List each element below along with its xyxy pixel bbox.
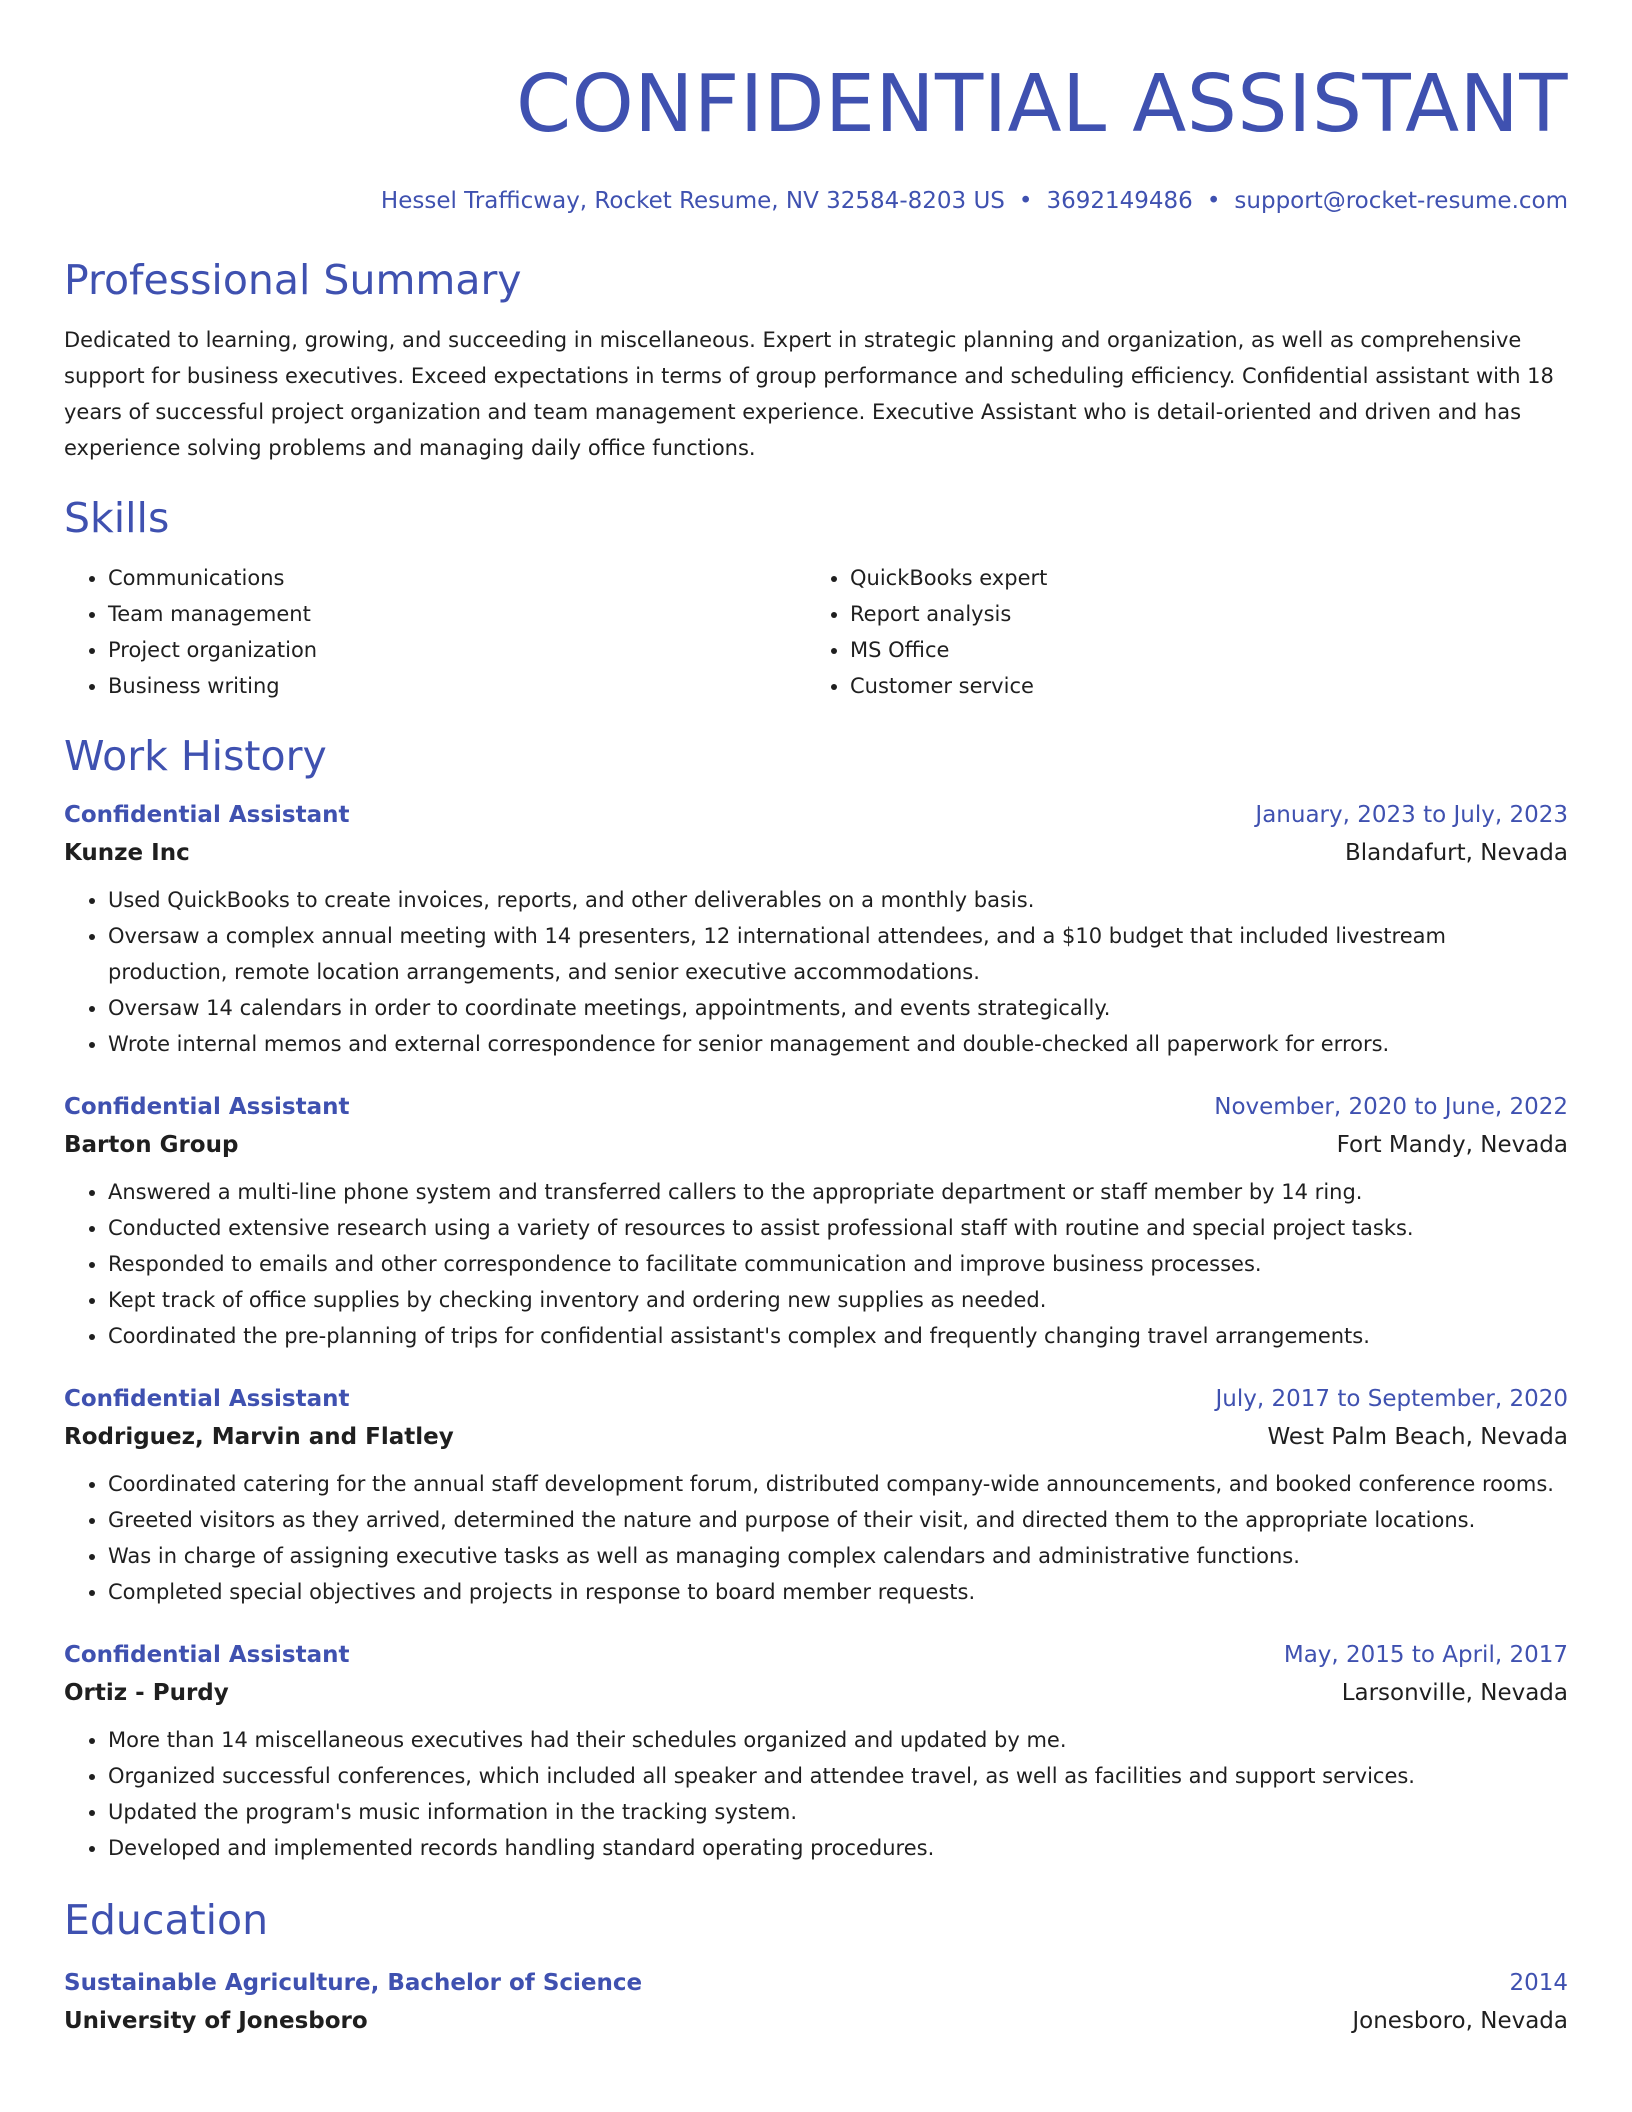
skill-item: • Project organization xyxy=(108,632,806,668)
school-location: Jonesboro, Nevada xyxy=(1352,2008,1568,2034)
job-bullet: • Responded to emails and other correspondence to facilitate communication and improve business processes. xyxy=(108,1246,1568,1282)
job-bullet: • Developed and implemented records handling standard operating procedures. xyxy=(108,1830,1568,1866)
job-title: Confidential Assistant xyxy=(64,1094,350,1120)
contact-separator: • xyxy=(1206,188,1221,214)
skill-item: • Business writing xyxy=(108,668,806,704)
job-entry xyxy=(64,1640,1568,1866)
work-history-heading: Work History xyxy=(64,732,327,780)
job-entry xyxy=(64,1092,1568,1354)
job-bullet: • Used QuickBooks to create invoices, reports, and other deliverables on a monthly basis. xyxy=(108,882,1568,918)
job-dates: July, 2017 to September, 2020 xyxy=(1215,1386,1568,1412)
skill-item: • Communications xyxy=(108,560,806,596)
job-header xyxy=(64,1640,1568,1670)
job-bullet: • Wrote internal memos and external correspondence for senior management and double-checked all paperwork for errors. xyxy=(108,1026,1568,1062)
skill-item: • Report analysis xyxy=(850,596,1548,632)
skill-item: • QuickBooks expert xyxy=(850,560,1548,596)
job-location: Blandafurt, Nevada xyxy=(1344,840,1568,866)
degree-title: Sustainable Agriculture, Bachelor of Science xyxy=(64,1970,643,1996)
skills-heading: Skills xyxy=(64,494,170,542)
skills-column-right xyxy=(806,560,1548,704)
job-bullet: • Updated the program's music information in the tracking system. xyxy=(108,1794,1568,1830)
job-location: Larsonville, Nevada xyxy=(1341,1680,1568,1706)
job-header xyxy=(64,1384,1568,1414)
job-bullets xyxy=(64,1174,1568,1354)
job-company: Ortiz - Purdy xyxy=(64,1680,229,1706)
job-bullet: • Oversaw a complex annual meeting with 14 presenters, 12 international attendees, and a $10 budget that included livestream production, remote location arrangements, and senior executive accommodations. xyxy=(108,918,1568,990)
job-bullet: • More than 14 miscellaneous executives had their schedules organized and updated by me. xyxy=(108,1722,1568,1758)
job-bullet: • Greeted visitors as they arrived, determined the nature and purpose of their visit, and directed them to the appropriate locations. xyxy=(108,1502,1568,1538)
job-bullet: • Coordinated catering for the annual staff development forum, distributed company-wide announcements, and booked conference rooms. xyxy=(108,1466,1568,1502)
job-subheader xyxy=(64,838,1568,868)
job-entry xyxy=(64,1384,1568,1610)
education-heading: Education xyxy=(64,1896,269,1944)
job-bullet: • Coordinated the pre-planning of trips for confidential assistant's complex and frequently changing travel arrangements. xyxy=(108,1318,1568,1354)
job-bullet: • Kept track of office supplies by checking inventory and ordering new supplies as needed. xyxy=(108,1282,1568,1318)
education-subheader xyxy=(64,2006,1568,2036)
skill-item: • Customer service xyxy=(850,668,1548,704)
job-bullet: • Organized successful conferences, which included all speaker and attendee travel, as well as facilities and support services. xyxy=(108,1758,1568,1794)
job-subheader xyxy=(64,1130,1568,1160)
job-subheader xyxy=(64,1678,1568,1708)
job-dates: January, 2023 to July, 2023 xyxy=(1255,802,1568,828)
job-bullet: • Conducted extensive research using a variety of resources to assist professional staff with routine and special project tasks. xyxy=(108,1210,1568,1246)
education-entry xyxy=(64,1968,1568,2036)
contact-separator: • xyxy=(1018,188,1033,214)
job-header xyxy=(64,800,1568,830)
skills-list xyxy=(64,560,1568,704)
contact-line xyxy=(64,186,1568,216)
skills-column-left xyxy=(64,560,806,704)
job-title: Confidential Assistant xyxy=(64,1642,350,1668)
job-bullets xyxy=(64,882,1568,1062)
school-name: University of Jonesboro xyxy=(64,2008,368,2034)
job-company: Kunze Inc xyxy=(64,840,190,866)
address-text: Hessel Trafficway, Rocket Resume, NV 32584-8203 US xyxy=(380,188,1005,214)
graduation-year: 2014 xyxy=(1509,1970,1568,1996)
education-header xyxy=(64,1968,1568,1998)
job-header xyxy=(64,1092,1568,1122)
candidate-name: CONFIDENTIAL ASSISTANT xyxy=(515,58,1568,150)
summary-heading: Professional Summary xyxy=(64,256,522,304)
job-bullet: • Answered a multi-line phone system and transferred callers to the appropriate department or staff member by 14 ring. xyxy=(108,1174,1568,1210)
job-subheader xyxy=(64,1422,1568,1452)
job-bullet: • Completed special objectives and projects in response to board member requests. xyxy=(108,1574,1568,1610)
job-company: Barton Group xyxy=(64,1132,239,1158)
skill-item: • Team management xyxy=(108,596,806,632)
skill-item: • MS Office xyxy=(850,632,1548,668)
job-dates: November, 2020 to June, 2022 xyxy=(1214,1094,1568,1120)
job-entry xyxy=(64,800,1568,1062)
phone-text: 3692149486 xyxy=(1046,188,1193,214)
email-link[interactable]: support@rocket-resume.com xyxy=(1234,188,1568,214)
job-dates: May, 2015 to April, 2017 xyxy=(1283,1642,1568,1668)
job-bullet: • Oversaw 14 calendars in order to coordinate meetings, appointments, and events strategically. xyxy=(108,990,1568,1026)
job-bullets xyxy=(64,1466,1568,1610)
job-location: West Palm Beach, Nevada xyxy=(1267,1424,1568,1450)
job-title: Confidential Assistant xyxy=(64,802,350,828)
job-bullet: • Was in charge of assigning executive tasks as well as managing complex calendars and administrative functions. xyxy=(108,1538,1568,1574)
job-bullets xyxy=(64,1722,1568,1866)
job-company: Rodriguez, Marvin and Flatley xyxy=(64,1424,454,1450)
job-title: Confidential Assistant xyxy=(64,1386,350,1412)
summary-text: Dedicated to learning, growing, and succeeding in miscellaneous. Expert in strategic planning and organization, as well as comprehensive support for business executives. Exceed expectations in terms of group performance and scheduling efficiency. Confidential assistant with 18 years of successful project organization and team management experience. Executive Assistant who is detail-oriented and driven and has experience solving problems and managing daily office functions. xyxy=(64,328,1554,460)
job-location: Fort Mandy, Nevada xyxy=(1336,1132,1568,1158)
